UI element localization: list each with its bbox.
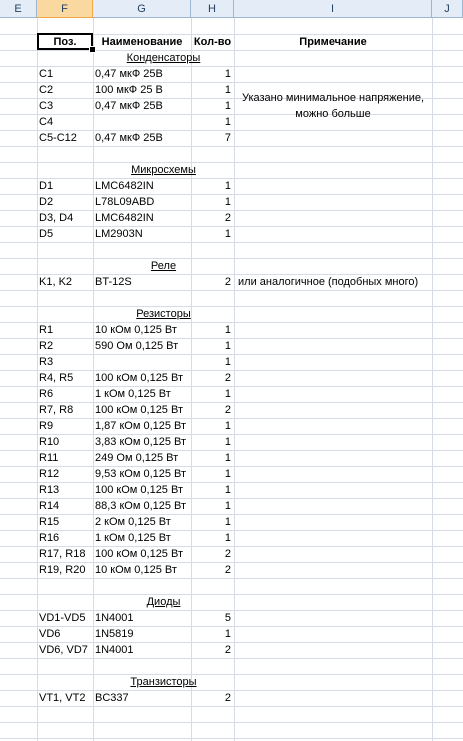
cell-name[interactable]: 100 кОм 0,125 Вт	[95, 548, 183, 560]
cell-name[interactable]	[95, 114, 191, 130]
cell-quantity[interactable]: 1	[224, 228, 231, 240]
cell-quantity[interactable]: 1	[224, 100, 231, 112]
cell-name[interactable]: 100 кОм 0,125 Вт	[95, 404, 183, 416]
cell-quantity[interactable]: 1	[224, 68, 231, 80]
header-qty[interactable]: Кол-во	[193, 36, 232, 48]
cell-position[interactable]: VD6, VD7	[39, 644, 88, 656]
cell-quantity[interactable]: 1	[224, 324, 231, 336]
cell-name[interactable]	[95, 354, 191, 370]
cell-position[interactable]: R11	[39, 452, 59, 464]
cell-quantity[interactable]: 1	[224, 356, 231, 368]
cell-name[interactable]: 249 Ом 0,125 Вт	[95, 452, 179, 464]
cell-quantity[interactable]: 1	[224, 516, 231, 528]
section-relay[interactable]: Реле	[150, 260, 177, 272]
cell-name[interactable]: 1N5819	[95, 628, 134, 640]
cell-quantity[interactable]: 1	[224, 116, 231, 128]
cell-quantity[interactable]: 1	[224, 340, 231, 352]
cell-quantity[interactable]: 2	[224, 404, 231, 416]
grid-row-line	[0, 578, 463, 579]
cell-position[interactable]: C1	[39, 68, 54, 80]
cell-quantity[interactable]: 1	[224, 500, 231, 512]
grid-column-line	[432, 18, 433, 741]
cell-name[interactable]: 1N4001	[95, 612, 134, 624]
cell-position[interactable]: R9	[39, 420, 54, 432]
grid-column-line	[37, 18, 38, 741]
cell-position[interactable]: R1	[39, 324, 54, 336]
cell-quantity[interactable]: 1	[224, 484, 231, 496]
cell-name[interactable]: 10 кОм 0,125 Вт	[95, 564, 177, 576]
cell-quantity[interactable]: 1	[224, 180, 231, 192]
cell-position[interactable]: R12	[39, 468, 60, 480]
grid-row-line	[0, 722, 463, 723]
cell-name[interactable]: 2 кОм 0,125 Вт	[95, 516, 171, 528]
cell-position[interactable]: R13	[39, 484, 60, 496]
cell-name[interactable]: 1 кОм 0,125 Вт	[95, 532, 171, 544]
cell-position[interactable]: R16	[39, 532, 60, 544]
cell-name[interactable]: LMC6482IN	[95, 180, 154, 192]
column-header-h[interactable]: H	[191, 0, 234, 18]
cell-name[interactable]: LM2903N	[95, 228, 143, 240]
cell-position[interactable]: R2	[39, 340, 54, 352]
cell-position[interactable]: R17, R18	[39, 548, 86, 560]
active-cell-selection	[37, 33, 93, 50]
cell-quantity[interactable]: 2	[224, 212, 231, 224]
cell-name[interactable]: 1,87 кОм 0,125 Вт	[95, 420, 187, 432]
cell-name[interactable]: 10 кОм 0,125 Вт	[95, 324, 177, 336]
cell-position[interactable]: R10	[39, 436, 60, 448]
grid-column-line	[234, 18, 235, 741]
cell-position[interactable]: C5-C12	[39, 132, 77, 144]
cell-quantity[interactable]: 1	[224, 84, 231, 96]
column-header-g[interactable]: G	[93, 0, 191, 18]
cell-name[interactable]: 3,83 кОм 0,125 Вт	[95, 436, 187, 448]
cell-position[interactable]: R3	[39, 356, 54, 368]
cell-position[interactable]: VD1-VD5	[39, 612, 86, 624]
section-resistors[interactable]: Резисторы	[136, 308, 191, 320]
column-header-f[interactable]: F	[37, 0, 93, 18]
cell-quantity[interactable]: 2	[224, 548, 231, 560]
cell-position[interactable]: D1	[39, 180, 54, 192]
header-note[interactable]: Примечание	[299, 36, 367, 48]
cell-quantity[interactable]: 1	[224, 468, 231, 480]
capacitor-note[interactable]: Указано минимальное напряжение, можно больше	[241, 92, 425, 120]
section-capacitors[interactable]: Конденсаторы	[126, 52, 201, 64]
cell-name[interactable]: L78L09ABD	[95, 196, 155, 208]
cell-position[interactable]: D2	[39, 196, 54, 208]
column-header-e[interactable]: E	[0, 0, 37, 18]
cell-quantity[interactable]: 1	[224, 532, 231, 544]
cell-name[interactable]: 100 мкФ 25 В	[95, 84, 163, 96]
cell-name[interactable]: 1N4001	[95, 644, 134, 656]
cell-name[interactable]: BC337	[95, 692, 129, 704]
grid-row-line	[0, 242, 463, 243]
grid-row-line	[0, 658, 463, 659]
grid-row-line	[0, 738, 463, 739]
cell-position[interactable]: C2	[39, 84, 54, 96]
cell-quantity[interactable]: 1	[224, 436, 231, 448]
cell-quantity[interactable]: 2	[224, 276, 231, 288]
cell-name[interactable]: 1 кОм 0,125 Вт	[95, 388, 171, 400]
cell-position[interactable]: D3, D4	[39, 212, 74, 224]
cell-note[interactable]: или аналогичное (подобных много)	[238, 276, 419, 288]
cell-quantity[interactable]: 2	[224, 564, 231, 576]
cell-quantity[interactable]: 1	[224, 388, 231, 400]
column-header-j[interactable]: J	[432, 0, 463, 18]
cell-name[interactable]: 9,53 кОм 0,125 Вт	[95, 468, 187, 480]
cell-position[interactable]: R19, R20	[39, 564, 86, 576]
cell-quantity[interactable]: 2	[224, 644, 231, 656]
cell-name[interactable]: LMC6482IN	[95, 212, 154, 224]
header-pos[interactable]: Поз.	[53, 36, 77, 48]
cell-quantity[interactable]: 1	[224, 196, 231, 208]
cell-name[interactable]: 100 кОм 0,125 Вт	[95, 372, 183, 384]
cell-name[interactable]: 0,47 мкФ 25В	[95, 132, 163, 144]
cell-position[interactable]: D5	[39, 228, 54, 240]
cell-position[interactable]: R6	[39, 388, 54, 400]
cell-name[interactable]: 590 Ом 0,125 Вт	[95, 340, 179, 352]
grid-row-line	[0, 706, 463, 707]
cell-position[interactable]: C3	[39, 100, 54, 112]
cell-quantity[interactable]: 2	[224, 372, 231, 384]
cell-name[interactable]: 100 кОм 0,125 Вт	[95, 484, 183, 496]
section-transistors[interactable]: Транзисторы	[130, 676, 197, 688]
column-header-i[interactable]: I	[234, 0, 432, 18]
section-ics[interactable]: Микросхемы	[131, 164, 196, 176]
cell-position[interactable]: R14	[39, 500, 60, 512]
grid-row-line	[0, 146, 463, 147]
cell-quantity[interactable]: 7	[224, 132, 231, 144]
cell-name[interactable]: 0,47 мкФ 25В	[95, 68, 163, 80]
cell-name[interactable]: 0,47 мкФ 25В	[95, 100, 163, 112]
section-diodes[interactable]: Диоды	[146, 596, 181, 608]
cell-quantity[interactable]: 2	[224, 692, 231, 704]
cell-quantity[interactable]: 1	[224, 452, 231, 464]
cell-name[interactable]: BT-12S	[95, 276, 132, 288]
header-name[interactable]: Наименование	[101, 36, 183, 48]
cell-quantity[interactable]: 1	[224, 420, 231, 432]
cell-position[interactable]: VD6	[39, 628, 61, 640]
cell-name[interactable]: 88,3 кОм 0,125 Вт	[95, 500, 187, 512]
grid-row-line	[0, 290, 463, 291]
cell-position[interactable]: VT1, VT2	[39, 692, 86, 704]
cell-quantity[interactable]: 5	[224, 612, 231, 624]
cell-position[interactable]: K1, K2	[39, 276, 73, 288]
cell-position[interactable]: C4	[39, 116, 54, 128]
cell-position[interactable]: R4, R5	[39, 372, 74, 384]
cell-position[interactable]: R7, R8	[39, 404, 74, 416]
cell-quantity[interactable]: 1	[224, 628, 231, 640]
grid-column-line	[93, 18, 94, 741]
cell-position[interactable]: R15	[39, 516, 60, 528]
